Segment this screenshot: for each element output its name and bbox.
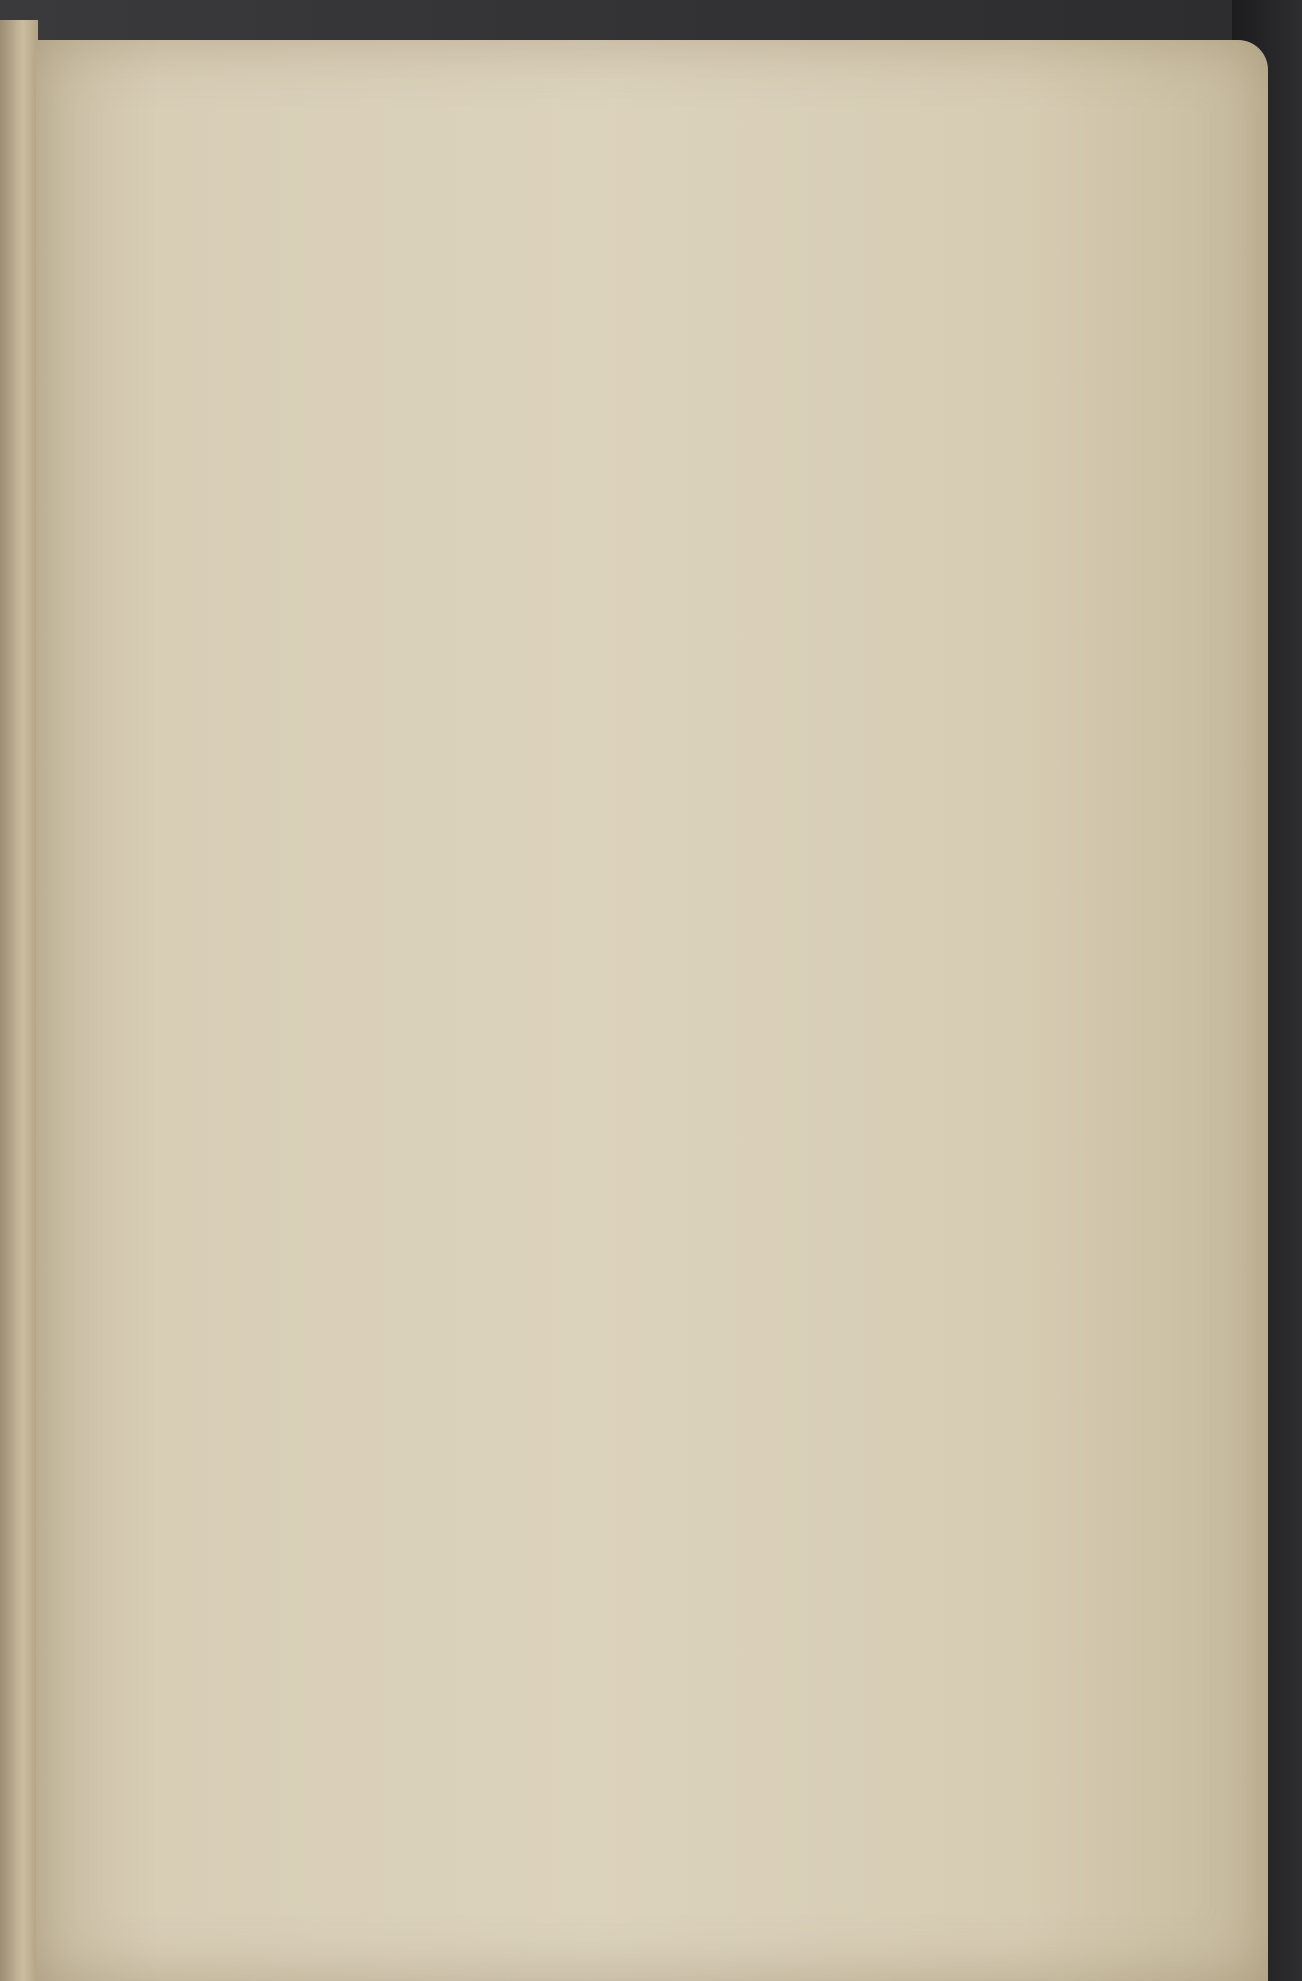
book-page [36, 40, 1268, 1981]
previous-page-edge [0, 20, 38, 1981]
